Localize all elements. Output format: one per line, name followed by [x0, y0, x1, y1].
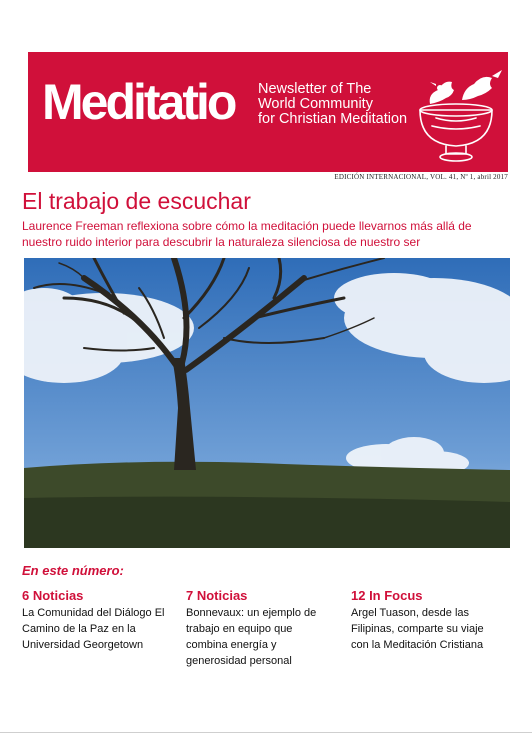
masthead-tagline	[258, 82, 428, 127]
edition-line: EDICIÓN INTERNACIONAL, VOL. 41, Nº 1, abril 2017	[334, 173, 508, 181]
issue-item-page: 7 Noticias	[186, 588, 248, 603]
issue-item-page: 12 In Focus	[351, 588, 423, 603]
footer-rule	[0, 732, 532, 733]
issue-item[interactable]	[186, 588, 336, 669]
article-subtitle: Laurence Freeman reflexiona sobre cómo la meditación puede llevarnos más allá de nuestro ruido interior para descubrir la naturaleza silenciosa de nuestro ser	[22, 219, 472, 249]
tree-photo-image	[24, 258, 510, 548]
issue-heading: En este número:	[22, 563, 124, 578]
cover-photo	[24, 258, 510, 548]
doves-and-bowl-icon	[406, 58, 506, 168]
issue-item-text: La Comunidad del Diálogo El Camino de la Paz en la Universidad Georgetown	[22, 607, 165, 651]
masthead	[28, 52, 508, 172]
issue-item-page: 6 Noticias	[22, 588, 84, 603]
issue-item-text: Argel Tuason, desde las Filipinas, comparte su viaje con la Meditación Cristiana	[351, 607, 484, 651]
issue-item[interactable]	[351, 588, 501, 653]
tagline-line: for Christian Meditation	[258, 111, 408, 127]
newsletter-logo: Meditatio	[42, 74, 235, 130]
tagline-line: Newsletter of The	[258, 81, 372, 97]
article-title: El trabajo de escuchar	[22, 188, 251, 214]
issue-item-text: Bonnevaux: un ejemplo de trabajo en equipo que combina energía y generosidad personal	[186, 607, 317, 667]
tagline-line: World Community	[258, 96, 373, 112]
issue-item[interactable]	[22, 588, 172, 653]
